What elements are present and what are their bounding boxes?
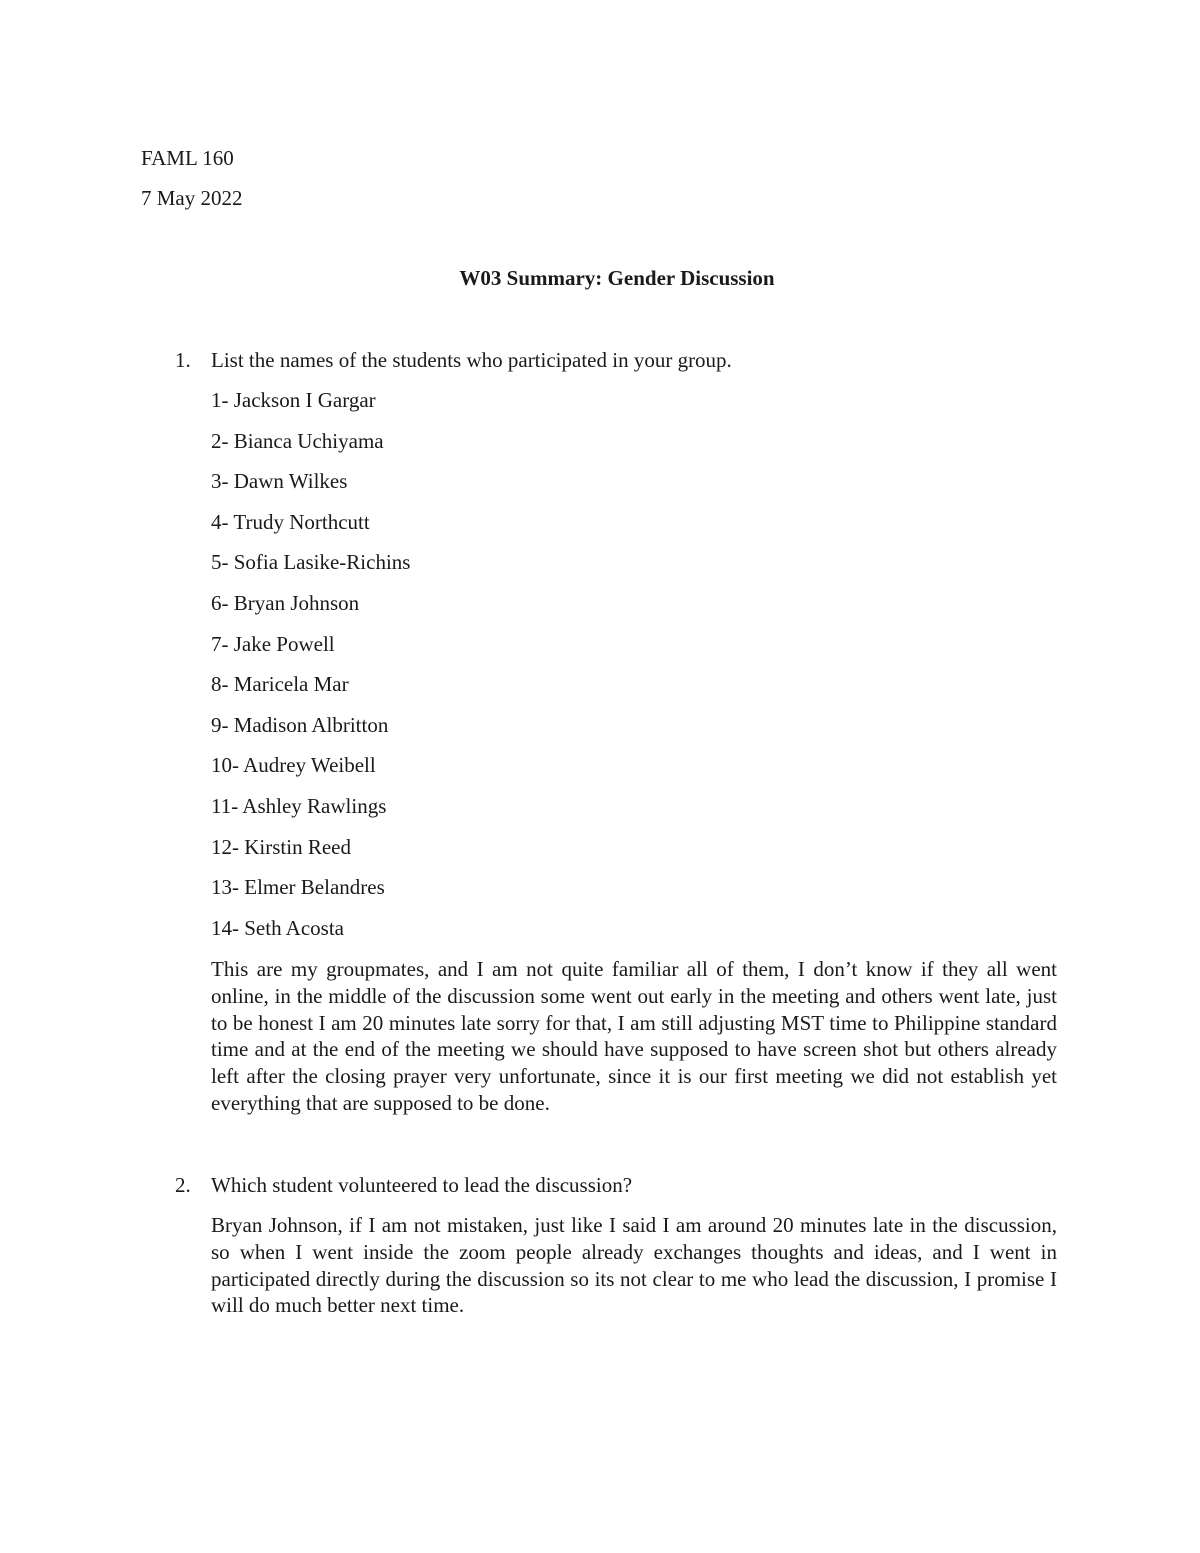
list-item: 2- Bianca Uchiyama <box>211 428 384 453</box>
answer-paragraph-2: Bryan Johnson, if I am not mistaken, just like I said I am around 20 minutes late in the discussion, so when I went inside the zoom people already exchanges thoughts and ideas, and I went in participated directly during the discussion so its not clear to me who lead the discussion, I promise I will do much better next time. <box>211 1213 1057 1318</box>
list-item: 4- Trudy Northcutt <box>211 509 370 534</box>
list-item: 13- Elmer Belandres <box>211 875 385 900</box>
list-item: 11- Ashley Rawlings <box>211 793 387 818</box>
question-text: List the names of the students who participated in your group. <box>211 348 732 372</box>
list-item: 5- Sofia Lasike-Richins <box>211 550 411 575</box>
question-text: Which student volunteered to lead the discussion? <box>211 1173 633 1197</box>
document-date: 7 May 2022 <box>141 186 243 210</box>
list-item: 10- Audrey Weibell <box>211 753 376 778</box>
list-item: 6- Bryan Johnson <box>211 590 360 615</box>
question-number: 1. <box>175 348 191 372</box>
list-item: 1- Jackson I Gargar <box>211 388 376 412</box>
course-code: FAML 160 <box>141 146 234 170</box>
list-item: 14- Seth Acosta <box>211 915 344 940</box>
list-item: 7- Jake Powell <box>211 631 335 656</box>
list-item: 12- Kirstin Reed <box>211 834 351 859</box>
list-item: 9- Madison Albritton <box>211 712 389 737</box>
answer-paragraph-1: This are my groupmates, and I am not quite familiar all of them, I don’t know if they all went online, in the middle of the discussion some went out early in the meeting and others went late, just to be honest I am 20 minutes late sorry for that, I am still adjusting MST time to Philippine standard time and at the end of the meeting we should have supposed to have screen shot but others already left after the closing prayer very unfortunate, since it is our first meeting we did not establish yet everything that are supposed to be done. <box>211 957 1057 1115</box>
document-title: W03 Summary: Gender Discussion <box>459 266 775 290</box>
list-item: 3- Dawn Wilkes <box>211 469 348 494</box>
question-number: 2. <box>175 1173 191 1197</box>
question-1 <box>175 348 732 372</box>
question-2 <box>175 1173 632 1197</box>
list-item: 8- Maricela Mar <box>211 672 349 697</box>
participant-list <box>211 388 410 956</box>
